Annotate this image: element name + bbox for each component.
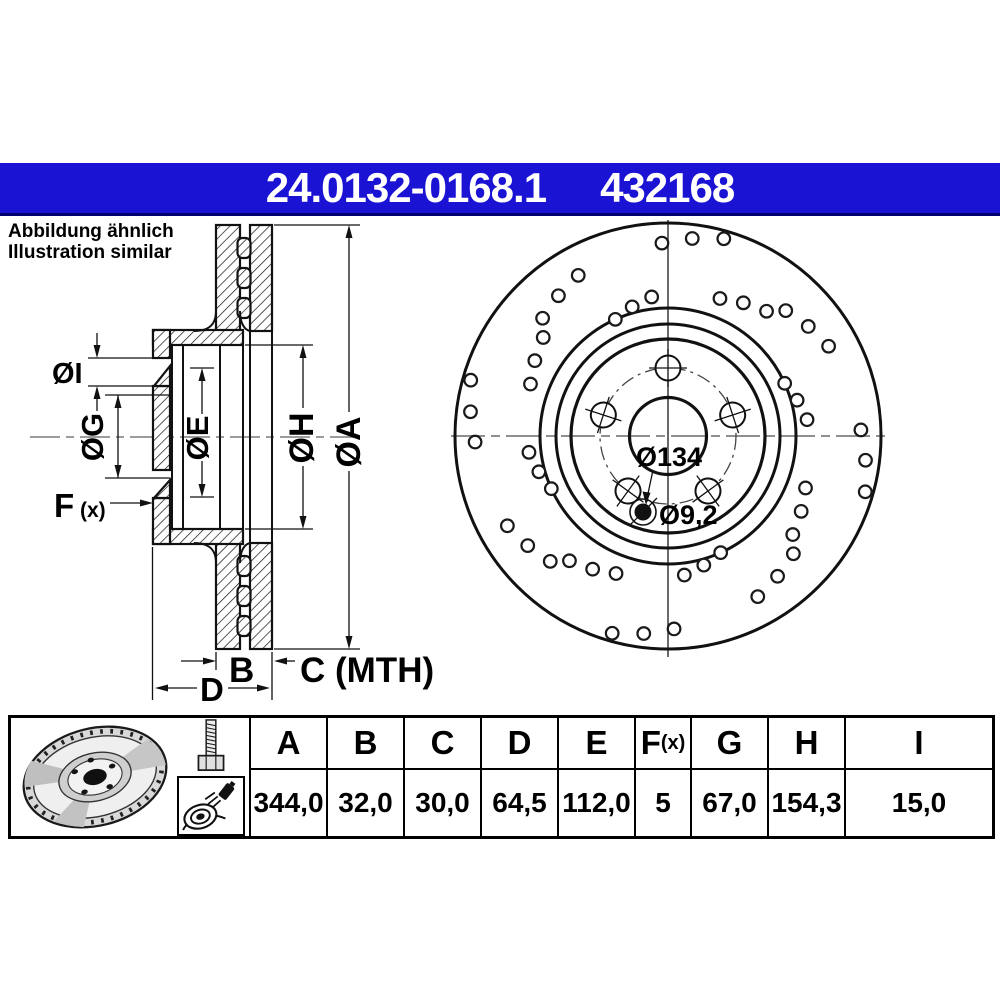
col-header-i: I bbox=[844, 718, 992, 770]
note-line-de: Abbildung ähnlich bbox=[8, 221, 174, 242]
dim-i bbox=[52, 333, 153, 411]
dimension-table bbox=[8, 715, 995, 839]
dim-e bbox=[180, 368, 215, 497]
col-header-e: E bbox=[557, 718, 634, 770]
svg-text:D: D bbox=[200, 671, 224, 708]
value-i: 15,0 bbox=[844, 770, 992, 836]
col-header-g: G bbox=[690, 718, 767, 770]
col-header-b: B bbox=[326, 718, 403, 770]
dim-b-c-d bbox=[153, 547, 435, 708]
svg-text:ØG: ØG bbox=[75, 412, 110, 462]
value-c: 30,0 bbox=[403, 770, 480, 836]
svg-text:F: F bbox=[54, 487, 75, 524]
catalog-number: 432168 bbox=[600, 164, 735, 211]
hat-wall bbox=[153, 330, 170, 544]
pin-circle-label: Ø134 bbox=[636, 442, 703, 472]
part-number: 24.0132-0168.1 bbox=[265, 164, 547, 211]
svg-text:ØA: ØA bbox=[330, 416, 368, 468]
dim-f bbox=[54, 487, 153, 524]
svg-text:ØI: ØI bbox=[52, 358, 83, 390]
inboard-plate-bottom bbox=[250, 543, 272, 649]
value-h: 154,3 bbox=[767, 770, 844, 836]
col-header-d: D bbox=[480, 718, 557, 770]
value-b: 32,0 bbox=[326, 770, 403, 836]
inboard-plate-top bbox=[250, 225, 272, 331]
col-header-h: H bbox=[767, 718, 844, 770]
note-line-en: Illustration similar bbox=[8, 242, 172, 263]
col-header-f: F (x) bbox=[634, 718, 690, 770]
value-f: 5 bbox=[634, 770, 690, 836]
table-image-cell bbox=[11, 718, 249, 836]
bolt-icon bbox=[193, 718, 229, 774]
svg-text:B: B bbox=[229, 651, 255, 690]
cross-section-view bbox=[30, 225, 434, 708]
value-d: 64,5 bbox=[480, 770, 557, 836]
col-header-a: A bbox=[249, 718, 326, 770]
brake-disc-photo-icon bbox=[17, 722, 173, 832]
svg-text:(x): (x) bbox=[80, 499, 106, 522]
value-e: 112,0 bbox=[557, 770, 634, 836]
value-a: 344,0 bbox=[249, 770, 326, 836]
svg-text:ØE: ØE bbox=[180, 415, 215, 461]
pin-hole-label: Ø9,2 bbox=[659, 500, 718, 530]
value-g: 67,0 bbox=[690, 770, 767, 836]
col-header-c: C bbox=[403, 718, 480, 770]
spray-coating-icon bbox=[177, 776, 245, 836]
front-view bbox=[451, 220, 886, 657]
svg-text:C (MTH): C (MTH) bbox=[300, 651, 435, 690]
svg-text:ØH: ØH bbox=[283, 412, 321, 464]
